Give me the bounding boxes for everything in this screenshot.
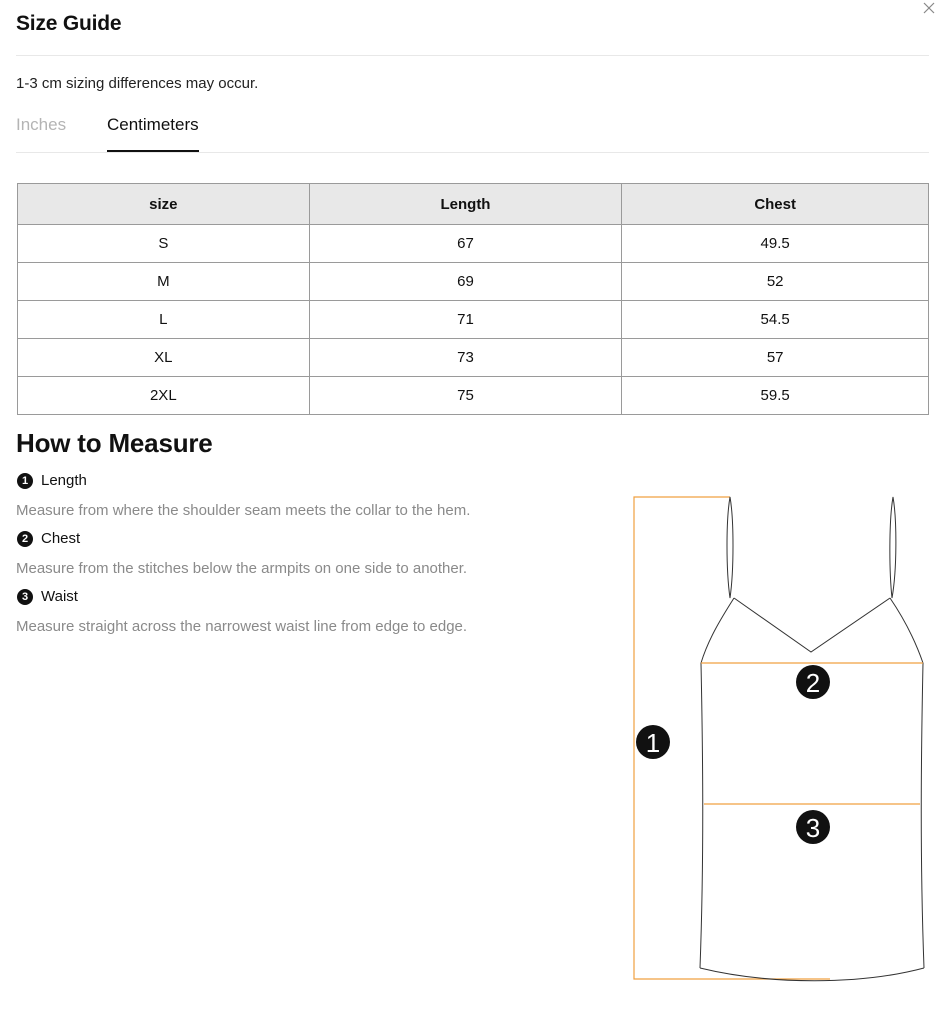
sizing-note: 1-3 cm sizing differences may occur.: [16, 75, 259, 92]
tab-centimeters[interactable]: Centimeters: [107, 115, 199, 152]
table-row: [18, 339, 929, 377]
step-description: Measure from the stitches below the armpits on one side to another.: [16, 560, 468, 577]
cell-length: 75: [309, 377, 622, 415]
table-row: [18, 377, 929, 415]
table-row: [18, 301, 929, 339]
step-label: Chest: [41, 530, 81, 547]
step-label: Length: [41, 472, 87, 489]
close-icon[interactable]: [921, 0, 937, 16]
garment-diagram: [620, 480, 940, 990]
header-divider: [16, 55, 929, 56]
cell-length: 69: [309, 263, 622, 301]
table-row: [18, 225, 929, 263]
marker-2: 2: [805, 668, 821, 698]
marker-3: 3: [805, 813, 821, 843]
cell-size: S: [18, 225, 310, 263]
cell-chest: 54.5: [622, 301, 929, 339]
step-chest: [17, 530, 80, 547]
column-header-chest: Chest: [622, 184, 929, 225]
step-number-badge: 3: [17, 589, 33, 605]
cell-size: L: [18, 301, 310, 339]
step-waist: [17, 588, 78, 605]
column-header-size: size: [18, 184, 310, 225]
cell-size: XL: [18, 339, 310, 377]
cell-length: 71: [309, 301, 622, 339]
size-table: [17, 183, 929, 415]
tab-inches[interactable]: Inches: [16, 115, 67, 134]
column-header-length: Length: [309, 184, 622, 225]
modal-title: Size Guide: [16, 12, 122, 35]
cell-size: 2XL: [18, 377, 310, 415]
table-row: [18, 263, 929, 301]
table-header-row: [18, 184, 929, 225]
step-number-badge: 2: [17, 531, 33, 547]
marker-1: 1: [645, 728, 661, 758]
step-description: Measure straight across the narrowest waist line from edge to edge.: [16, 618, 468, 635]
cell-chest: 49.5: [622, 225, 929, 263]
cell-chest: 52: [622, 263, 929, 301]
unit-tabs: [16, 108, 929, 153]
cell-chest: 59.5: [622, 377, 929, 415]
cell-chest: 57: [622, 339, 929, 377]
cell-length: 67: [309, 225, 622, 263]
step-description: Measure from where the shoulder seam meets the collar to the hem.: [16, 502, 471, 519]
step-label: Waist: [41, 588, 78, 605]
how-to-measure-title: How to Measure: [16, 428, 213, 458]
step-length: [17, 472, 87, 489]
step-number-badge: 1: [17, 473, 33, 489]
cell-size: M: [18, 263, 310, 301]
camisole-illustration: [620, 480, 940, 990]
cell-length: 73: [309, 339, 622, 377]
